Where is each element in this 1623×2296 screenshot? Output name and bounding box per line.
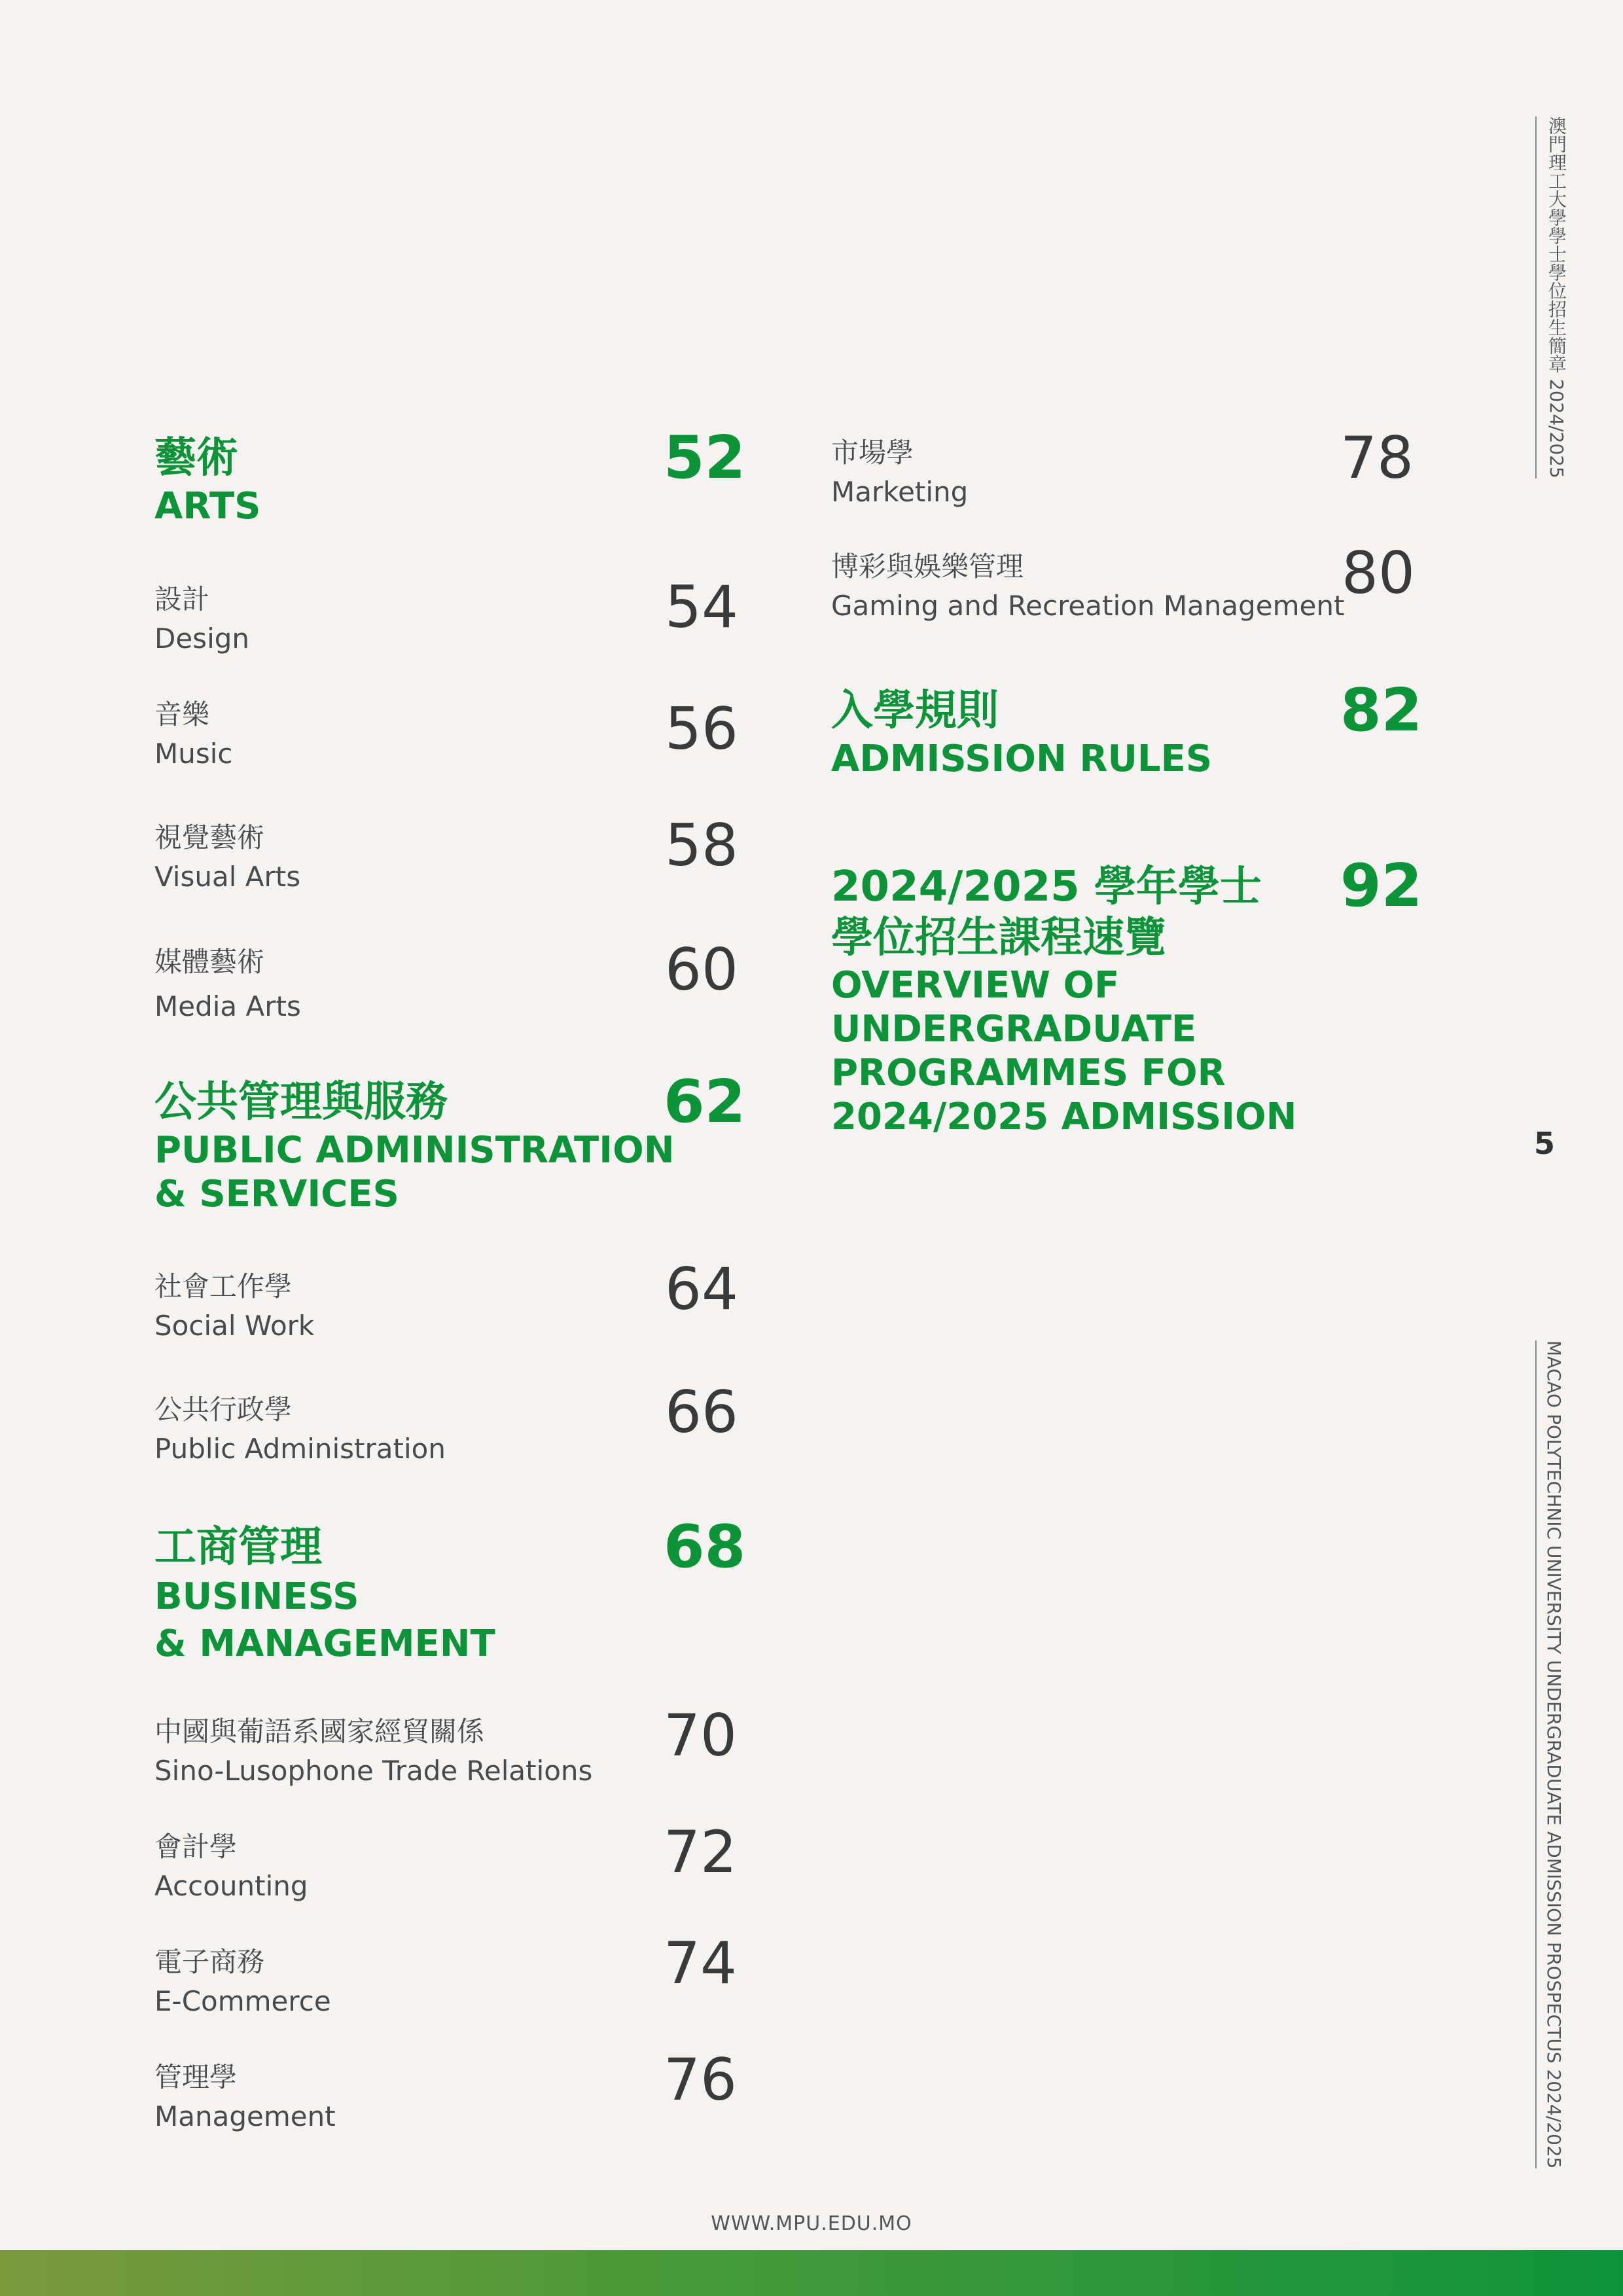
toc-item-cn: 音樂 xyxy=(154,698,210,730)
footer-gradient-bar xyxy=(0,2250,1623,2296)
toc-heading-en: ADMISSION RULES xyxy=(831,738,1213,780)
toc-item-en: Media Arts xyxy=(154,990,301,1022)
toc-item-cn: 社會工作學 xyxy=(154,1270,293,1302)
toc-page-number: 78 xyxy=(1340,424,1414,492)
toc-item-cn: 公共行政學 xyxy=(154,1393,293,1426)
toc-page-number: 68 xyxy=(664,1513,746,1581)
toc-item-en: Gaming and Recreation Management xyxy=(831,590,1345,622)
toc-item-en: Social Work xyxy=(154,1310,315,1342)
side-label-english: MACAO POLYTECHNIC UNIVERSITY UNDERGRADUATE ADMISSION PROSPECTUS 2024/2025 xyxy=(1535,1340,1565,2168)
toc-page-number: 52 xyxy=(664,423,746,492)
toc-heading-en: ARTS xyxy=(154,485,261,528)
toc-item-management[interactable] xyxy=(154,2058,336,2136)
toc-page-number: 66 xyxy=(665,1378,738,1446)
toc-item-en: Marketing xyxy=(831,476,969,508)
toc-item-cn: 會計學 xyxy=(154,1831,238,1863)
toc-heading-public-administration[interactable] xyxy=(154,1076,675,1216)
toc-page-number: 64 xyxy=(665,1255,738,1323)
toc-heading-arts[interactable] xyxy=(154,432,260,528)
toc-page-number: 56 xyxy=(665,695,738,762)
toc-page-number: 60 xyxy=(665,936,738,1003)
toc-heading-admission-rules[interactable] xyxy=(831,685,1212,781)
toc-page-number: 70 xyxy=(664,1702,737,1769)
toc-item-sino-lusophone[interactable] xyxy=(154,1712,592,1791)
toc-item-design[interactable] xyxy=(154,580,249,658)
page-number: 5 xyxy=(1533,1126,1555,1161)
toc-item-en: Music xyxy=(154,738,233,770)
toc-heading-en: PUBLIC ADMINISTRATION & SERVICES xyxy=(154,1129,675,1215)
toc-item-en: Public Administration xyxy=(154,1433,446,1465)
toc-item-cn: 電子商務 xyxy=(154,1946,265,1978)
toc-item-en: Sino-Lusophone Trade Relations xyxy=(154,1755,593,1787)
website-url[interactable]: WWW.MPU.EDU.MO xyxy=(711,2212,912,2235)
toc-page-number: 92 xyxy=(1340,852,1423,920)
toc-item-cn: 博彩與娛樂管理 xyxy=(831,550,1024,583)
toc-item-cn: 市場學 xyxy=(831,437,914,469)
toc-item-accounting[interactable] xyxy=(154,1827,308,1906)
toc-page-number: 58 xyxy=(665,812,738,879)
toc-item-cn: 視覺藝術 xyxy=(154,821,265,853)
toc-page-number: 62 xyxy=(664,1067,746,1136)
toc-heading-en: OVERVIEW OF UNDERGRADUATE PROGRAMMES FOR 2024/2025 ADMISSION xyxy=(831,964,1297,1138)
toc-item-cn: 中國與葡語系國家經貿關係 xyxy=(154,1715,485,1748)
toc-item-public-administration[interactable] xyxy=(154,1390,446,1469)
toc-item-social-work[interactable] xyxy=(154,1267,314,1346)
toc-item-cn: 設計 xyxy=(154,583,210,615)
toc-heading-business-management[interactable] xyxy=(154,1521,495,1668)
toc-item-gaming-recreation[interactable] xyxy=(831,547,1345,626)
toc-page-number: 80 xyxy=(1342,539,1415,607)
toc-page-number: 76 xyxy=(664,2046,737,2113)
toc-heading-cn: 藝術 xyxy=(154,434,238,482)
toc-heading-en: BUSINESS & MANAGEMENT xyxy=(154,1575,495,1665)
toc-page-number: 74 xyxy=(664,1929,737,1997)
toc-heading-cn: 工商管理 xyxy=(154,1523,322,1571)
toc-item-en: Management xyxy=(154,2100,336,2132)
toc-item-cn: 媒體藝術 xyxy=(154,946,265,978)
toc-heading-cn: 2024/2025 學年學士 學位招生課程速覽 xyxy=(831,863,1262,962)
toc-item-en: E-Commerce xyxy=(154,1985,331,2017)
toc-item-en: Design xyxy=(154,622,250,655)
toc-item-en: Visual Arts xyxy=(154,861,301,893)
toc-item-en: Accounting xyxy=(154,1870,308,1902)
toc-page-number: 54 xyxy=(665,573,738,641)
toc-page-number: 82 xyxy=(1340,676,1423,745)
toc-item-visual-arts[interactable] xyxy=(154,818,300,897)
toc-item-media-arts[interactable] xyxy=(154,942,301,1026)
side-label-chinese: 澳門理工大學學士學位招生簡章 2024/2025 xyxy=(1535,117,1569,478)
toc-item-music[interactable] xyxy=(154,695,233,774)
toc-heading-overview[interactable] xyxy=(831,861,1297,1139)
toc-item-marketing[interactable] xyxy=(831,433,968,512)
toc-item-cn: 管理學 xyxy=(154,2061,238,2093)
toc-heading-cn: 入學規則 xyxy=(831,687,999,735)
toc-page-number: 72 xyxy=(664,1818,737,1886)
toc-item-e-commerce[interactable] xyxy=(154,1943,331,2021)
toc-heading-cn: 公共管理與服務 xyxy=(154,1078,448,1126)
